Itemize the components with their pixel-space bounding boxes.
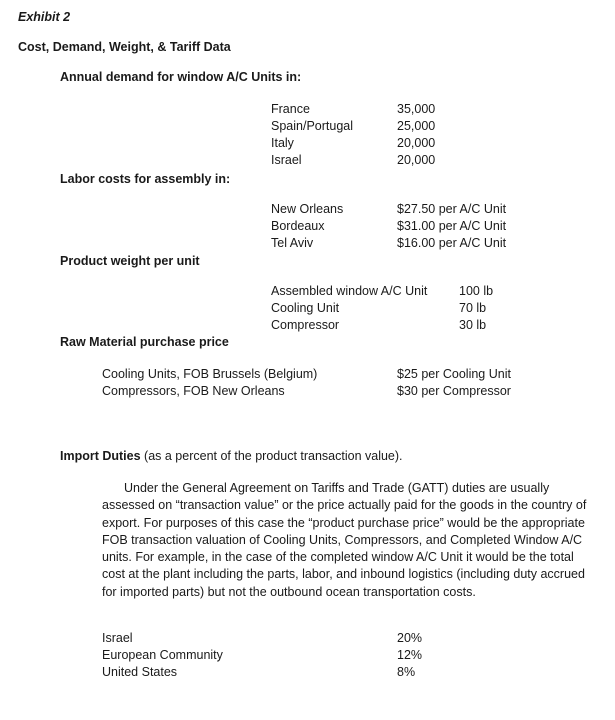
demand-label: Israel xyxy=(271,153,302,167)
duties-paragraph: Under the General Agreement on Tariffs and Trade (GATT) duties are usually assessed on “transaction value” or the price actually paid for the goods in the country of export. For purposes of this case the “product purchase price” would be the appropriate FOB transaction valuation of Cooling Units, Compressors, and Completed Window A/C units. For example, in the case of the completed window A/C Unit it would be the total cost at the plant including the parts, labor, and inbound logistics (including duty accrued for imported parts) but not the outbound ocean transportation costs. xyxy=(102,481,587,599)
demand-value: 20,000 xyxy=(397,153,436,167)
demand-label: France xyxy=(271,102,310,116)
weight-value: 70 lb xyxy=(459,301,487,315)
duty-value: 8% xyxy=(397,665,416,679)
weight-label: Compressor xyxy=(271,318,340,332)
duty-label: Israel xyxy=(102,631,133,645)
labor-label: Tel Aviv xyxy=(271,236,314,250)
labor-label: Bordeaux xyxy=(271,219,325,233)
demand-label: Spain/Portugal xyxy=(271,119,354,133)
labor-value: $16.00 per A/C Unit xyxy=(397,236,507,250)
labor-label: New Orleans xyxy=(271,202,344,216)
duty-label: United States xyxy=(102,665,178,679)
raw-label: Cooling Units, FOB Brussels (Belgium) xyxy=(102,367,318,381)
weight-value: 100 lb xyxy=(459,284,494,298)
duties-heading-line xyxy=(60,449,403,463)
labor-heading: Labor costs for assembly in: xyxy=(60,172,231,186)
weight-value: 30 lb xyxy=(459,318,487,332)
demand-value: 35,000 xyxy=(397,102,436,116)
exhibit-label: Exhibit 2 xyxy=(18,10,71,24)
weight-label: Assembled window A/C Unit xyxy=(271,284,428,298)
weight-heading: Product weight per unit xyxy=(60,254,200,268)
demand-value: 20,000 xyxy=(397,136,436,150)
raw-value: $30 per Compressor xyxy=(397,384,511,398)
demand-heading: Annual demand for window A/C Units in: xyxy=(60,70,302,84)
raw-label: Compressors, FOB New Orleans xyxy=(102,384,285,398)
labor-value: $27.50 per A/C Unit xyxy=(397,202,507,216)
page-title: Cost, Demand, Weight, & Tariff Data xyxy=(18,40,231,54)
duties-heading-note: (as a percent of the product transaction value). xyxy=(144,449,403,463)
demand-value: 25,000 xyxy=(397,119,436,133)
labor-value: $31.00 per A/C Unit xyxy=(397,219,507,233)
weight-label: Cooling Unit xyxy=(271,301,340,315)
duty-label: European Community xyxy=(102,648,223,662)
duty-value: 20% xyxy=(397,631,423,645)
raw-value: $25 per Cooling Unit xyxy=(397,367,511,381)
demand-label: Italy xyxy=(271,136,294,150)
duties-heading: Import Duties xyxy=(60,449,141,463)
duty-value: 12% xyxy=(397,648,423,662)
raw-heading: Raw Material purchase price xyxy=(60,335,229,349)
